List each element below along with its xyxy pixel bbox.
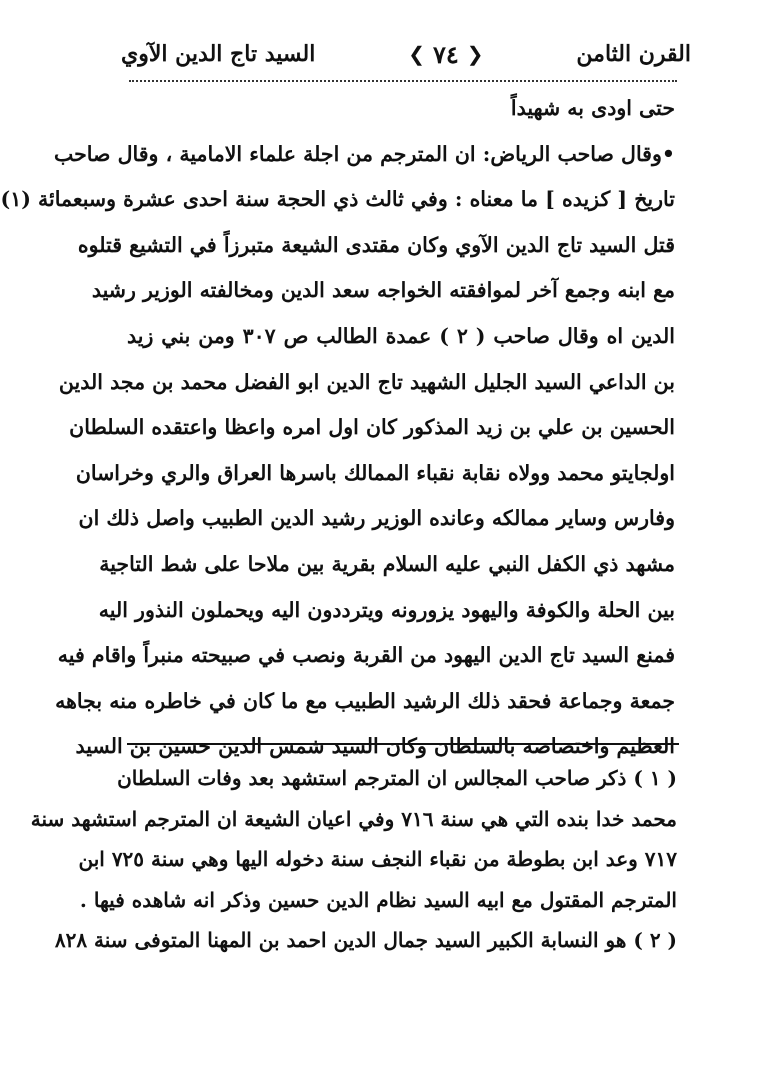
text-line: جمعة وجماعة فحقد ذلك الرشيد الطبيب مع ما كان في خاطره منه بجاهه bbox=[55, 688, 675, 713]
page-number: ٧٤ bbox=[433, 39, 459, 69]
text-line: العظيم واختصاصه بالسلطان وكان السيد شمس الدين حسين بن السيد bbox=[75, 734, 675, 759]
text-line: وفارس وساير ممالكه وعانده الوزير رشيد الدين الطبيب واصل ذلك ان bbox=[78, 506, 675, 531]
text-line: بن الداعي السيد الجليل الشهيد تاج الدين ابو الفضل محمد بن مجد الدين bbox=[58, 369, 675, 394]
footnote-line: المترجم المقتول مع ابيه السيد نظام الدين حسين وذكر انه شاهده فيها . bbox=[79, 887, 677, 912]
text-line: حتى اودى به شهيداً bbox=[510, 96, 675, 120]
page-number-group bbox=[408, 40, 483, 69]
text-line: بين الحلة والكوفة واليهود يزورونه ويترددون اليه ويحملون النذور اليه bbox=[98, 597, 675, 622]
footnote-line: ( ١ ) ذكر صاحب المجالس ان المترجم استشهد بعد وفات السلطان bbox=[117, 766, 677, 790]
text-line: الحسين بن علي بن زيد المذكور كان اول امره واعظا واعتقده السلطان bbox=[69, 415, 675, 440]
text-line: مشهد ذي الكفل النبي عليه السلام بقرية بين ملاحا على شط التاجية bbox=[99, 551, 675, 576]
header-divider bbox=[129, 80, 677, 82]
footnotes bbox=[30, 758, 677, 961]
text-line: قتل السيد تاج الدين الآوي وكان مقتدى الشيعة متبرزاً في التشيع قتلوه bbox=[77, 232, 675, 257]
ornament-left-icon: ❮ bbox=[408, 42, 425, 66]
century-heading: القرن الثامن bbox=[576, 41, 691, 67]
footnote-divider bbox=[127, 743, 679, 745]
ornament-right-icon: ❯ bbox=[466, 42, 484, 66]
text-line: فمنع السيد تاج الدين اليهود من القربة ونصب في صبيحته منبراً واقام فيه bbox=[57, 643, 675, 668]
text-line: اولجايتو محمد وولاه نقابة نقباء الممالك باسرها العراق والري وخراسان bbox=[75, 460, 675, 485]
text-line: تاريخ [ كزيده ] ما معناه : وفي ثالث ذي الحجة سنة احدى عشرة وسبعمائة (١) bbox=[0, 187, 675, 212]
running-header bbox=[121, 34, 691, 74]
text-line: مع ابنه وجمع آخر لموافقته الخواجه سعد الدين ومخالفته الوزير رشيد bbox=[91, 278, 675, 303]
footnote-line: محمد خدا بنده التي هي سنة ٧١٦ وفي اعيان الشيعة ان المترجم استشهد سنة bbox=[30, 806, 677, 831]
footnote-line: ( ٢ ) هو النسابة الكبير السيد جمال الدين احمد بن المهنا المتوفى سنة ٨٢٨ bbox=[54, 928, 677, 952]
text-line: الدين اه وقال صاحب ( ٢ ) عمدة الطالب ص ٣٠٧ ومن بني زيد bbox=[127, 323, 675, 348]
main-text bbox=[0, 86, 675, 770]
text-line: •وقال صاحب الرياض: ان المترجم من اجلة علماء الامامية ، وقال صاحب bbox=[54, 141, 675, 166]
footnote-line: ٧١٧ وعد ابن بطوطة من نقباء النجف سنة دخوله اليها وهي سنة ٧٢٥ ابن bbox=[78, 847, 677, 871]
section-heading: السيد تاج الدين الآوي bbox=[121, 41, 316, 67]
